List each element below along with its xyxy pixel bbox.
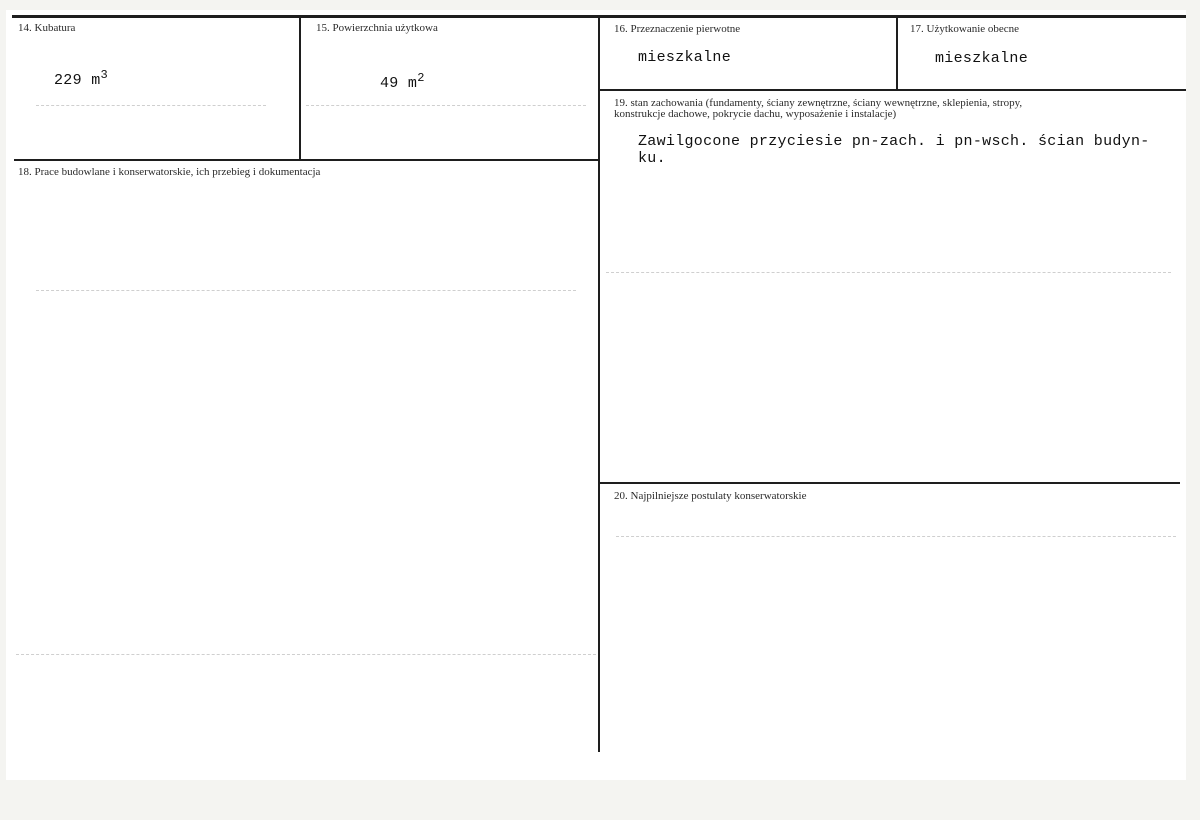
rule-under-16-17 xyxy=(600,89,1186,91)
field-19-label-line2: konstrukcje dachowe, pokrycie dachu, wyposażenie i instalacje) xyxy=(614,108,897,120)
field-15-value xyxy=(380,71,425,92)
guide-line xyxy=(36,290,576,291)
record-card xyxy=(6,10,1186,780)
guide-line xyxy=(606,272,1171,273)
field-15-number: 49 m xyxy=(380,75,418,92)
field-14-number: 229 m xyxy=(54,72,101,89)
vertical-rule-16-17 xyxy=(896,18,898,90)
field-16-value: mieszkalne xyxy=(638,49,732,66)
guide-line xyxy=(36,105,266,106)
field-17-value: mieszkalne xyxy=(935,50,1029,67)
vertical-rule-center xyxy=(598,18,600,752)
guide-line xyxy=(16,654,596,655)
vertical-rule-14-15 xyxy=(299,18,301,160)
field-14-label: 14. Kubatura xyxy=(18,22,76,34)
rule-under-14-15 xyxy=(14,159,599,161)
field-20-label: 20. Najpilniejsze postulaty konserwatorskie xyxy=(614,490,807,502)
field-17-label: 17. Użytkowanie obecne xyxy=(910,23,1020,35)
field-19-value-line2: ku. xyxy=(638,150,666,167)
guide-line xyxy=(616,536,1176,537)
guide-line xyxy=(306,105,586,106)
field-19-value-line1: Zawilgocone przyciesie pn-zach. i pn-wsch. ścian budyn- xyxy=(638,133,1150,150)
field-15-exponent: 2 xyxy=(417,71,425,85)
field-19-label-line1: 19. stan zachowania (fundamenty, ściany zewnętrzne, ściany wewnętrzne, sklepienia, stropy, xyxy=(614,97,1023,109)
field-18-label: 18. Prace budowlane i konserwatorskie, ich przebieg i dokumentacja xyxy=(18,166,321,178)
field-15-label: 15. Powierzchnia użytkowa xyxy=(316,22,438,34)
rule-above-20 xyxy=(600,482,1180,484)
field-14-value xyxy=(54,68,109,89)
field-16-label: 16. Przeznaczenie pierwotne xyxy=(614,23,741,35)
field-14-exponent: 3 xyxy=(100,68,109,82)
